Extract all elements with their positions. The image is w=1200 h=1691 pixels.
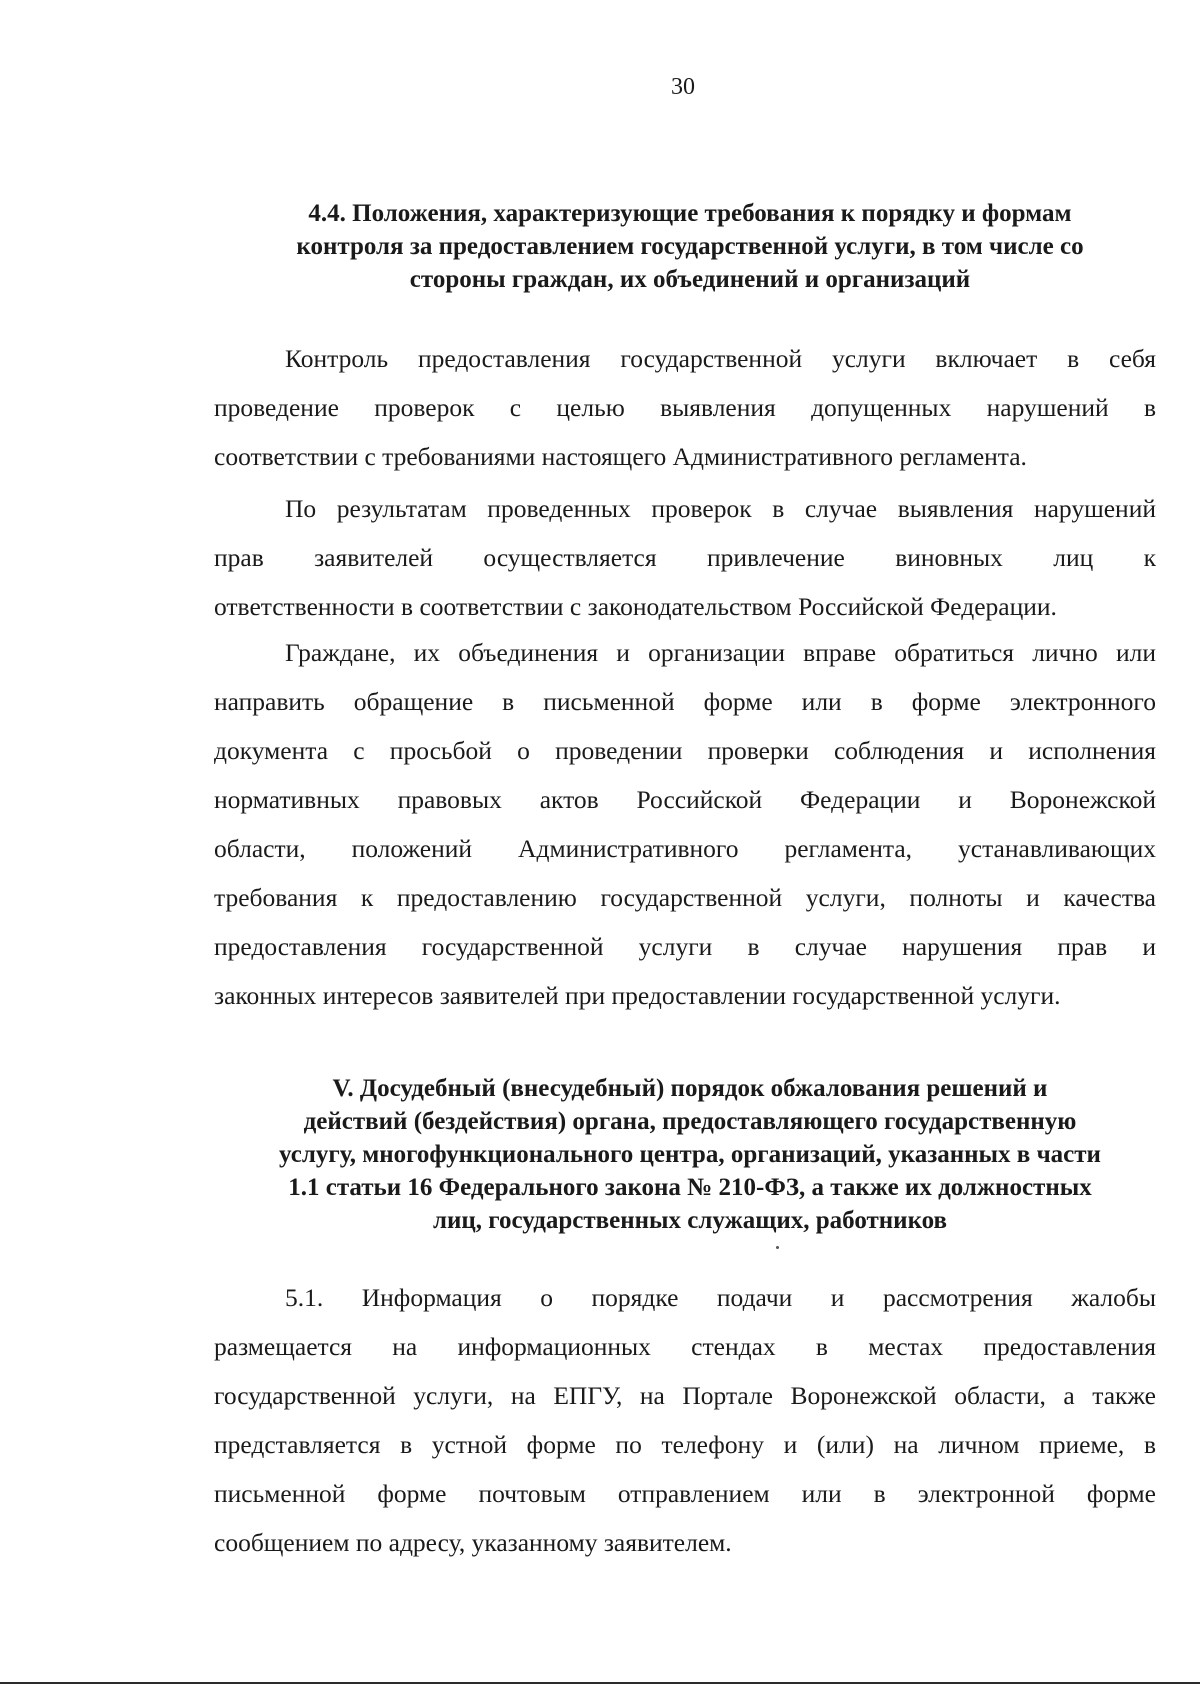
text-line: По результатам проведенных проверок в случае выявления нарушений xyxy=(285,494,1156,523)
text-line: ответственности в соответствии с законодательством Российской Федерации. xyxy=(214,592,1057,621)
text-line: законных интересов заявителей при предоставлении государственной услуги. xyxy=(214,981,1061,1010)
text-line: сообщением по адресу, указанному заявителем. xyxy=(214,1528,732,1557)
heading-line: контроля за предоставлением государственной услуги, в том числе со xyxy=(296,233,1084,260)
scan-speck xyxy=(776,1246,779,1249)
paragraph-5-1 xyxy=(214,1273,1156,1567)
text-line: документа с просьбой о проведении проверки соблюдения и исполнения xyxy=(214,736,1156,765)
paragraph-control xyxy=(214,334,1156,481)
section-5-heading xyxy=(215,1072,1165,1237)
page-bottom-edge xyxy=(0,1682,1200,1684)
text-line: нормативных правовых актов Российской Федерации и Воронежской xyxy=(214,785,1156,814)
heading-line: лиц, государственных служащих, работников xyxy=(432,1207,948,1234)
text-line: письменной форме почтовым отправлением или в электронной форме xyxy=(214,1479,1156,1508)
text-line: требования к предоставлению государственной услуги, полноты и качества xyxy=(214,883,1156,912)
text-line: представляется в устной форме по телефону и (или) на личном приеме, в xyxy=(214,1430,1156,1459)
heading-line: V. Досудебный (внесудебный) порядок обжалования решений и xyxy=(332,1075,1048,1102)
section-4-4-heading xyxy=(215,197,1165,296)
page-number: 30 xyxy=(671,74,695,100)
text-line: предоставления государственной услуги в случае нарушения прав и xyxy=(214,932,1156,961)
text-line: размещается на информационных стендах в местах предоставления xyxy=(214,1332,1156,1361)
text-line: Контроль предоставления государственной услуги включает в себя xyxy=(285,344,1156,373)
heading-line: стороны граждан, их объединений и организаций xyxy=(409,266,971,293)
text-line: области, положений Административного регламента, устанавливающих xyxy=(214,834,1156,863)
paragraph-results xyxy=(214,484,1156,631)
paragraph-citizens xyxy=(214,628,1156,1020)
heading-line: 1.1 статьи 16 Федерального закона № 210-ФЗ, а также их должностных xyxy=(288,1174,1092,1201)
text-line: государственной услуги, на ЕПГУ, на Портале Воронежской области, а также xyxy=(214,1381,1156,1410)
heading-line: действий (бездействия) органа, предоставляющего государственную xyxy=(303,1108,1077,1135)
text-line: направить обращение в письменной форме или в форме электронного xyxy=(214,687,1156,716)
text-line: соответствии с требованиями настоящего Административного регламента. xyxy=(214,442,1027,471)
text-line: прав заявителей осуществляется привлечение виновных лиц к xyxy=(214,543,1156,572)
text-line: Граждане, их объединения и организации вправе обратиться лично или xyxy=(285,638,1156,667)
text-line: 5.1. Информация о порядке подачи и рассмотрения жалобы xyxy=(285,1283,1156,1312)
text-line: проведение проверок с целью выявления допущенных нарушений в xyxy=(214,393,1156,422)
heading-line: услугу, многофункционального центра, организаций, указанных в части xyxy=(279,1141,1101,1168)
heading-line: 4.4. Положения, характеризующие требования к порядку и формам xyxy=(308,200,1072,227)
